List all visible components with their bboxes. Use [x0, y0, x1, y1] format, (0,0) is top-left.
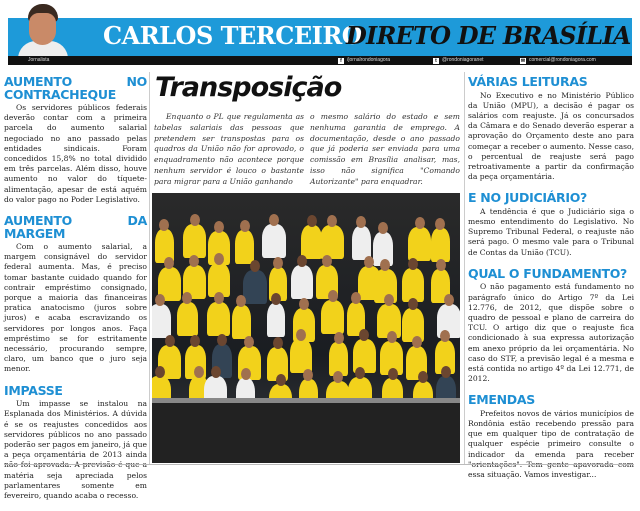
crowd-head	[412, 336, 422, 348]
crowd-head	[333, 371, 343, 383]
author-photo	[16, 3, 70, 56]
article-fundamento	[468, 265, 634, 385]
crowd-head	[182, 292, 192, 304]
article-aumento-contracheque	[4, 76, 147, 205]
crowd-figure	[207, 302, 230, 336]
crowd-head	[250, 260, 260, 272]
crowd-head	[440, 330, 450, 342]
crowd-head	[241, 368, 251, 380]
crowd-figure	[321, 300, 344, 334]
crowd-figure	[232, 305, 251, 339]
author-name: CARLOS TERCEIRO	[103, 21, 363, 50]
column-title: DIRETO DE BRASÍLIA	[346, 21, 631, 50]
left-column	[4, 76, 147, 511]
right-column	[468, 76, 634, 490]
section-heading: E NO JUDICIÁRIO?	[468, 190, 588, 206]
column-divider	[464, 72, 465, 464]
crowd-figure	[243, 270, 267, 304]
email-link[interactable]: ✉ comercial@rondoniagora.com	[520, 57, 596, 64]
crowd-figure	[402, 268, 424, 302]
section-body: Um impasse se instalou na Esplanada dos Ministérios. A dúvida é se os reajustes concedidos aos servidores públicos no ano passado poderão ser pagos em janeiro, já que a peça orçamentária de 2013 ainda matéria seja apreciada pelos parlamentares somente em fevereiro, quando acaba o recesso.	[4, 399, 147, 500]
crowd-head	[155, 366, 165, 378]
crowd-head	[217, 334, 227, 346]
crowd-head	[351, 292, 361, 304]
crowd-photo	[152, 193, 460, 463]
crowd-head	[211, 366, 221, 378]
crowd-head	[378, 222, 388, 234]
crowd-figure	[183, 224, 206, 258]
crowd-head	[444, 294, 454, 306]
article-aumento-margem	[4, 215, 147, 375]
crowd-head	[355, 367, 365, 379]
crowd-head	[165, 335, 175, 347]
section-body: O não pagamento está fundamento no parágrafo único do Artigo 7º da Lei 12.776, de 2012, que dispõe sobre o quadro de pessoal e plano de carreira do TCU. O artigo diz que o reajuste fica condicionado à sua expressa autorização em anexo próprio da lei orçamentária. No caso do STF, a previsão legal é a mesma e está contida no artigo 4º da Lei 12.771, de 2012.	[468, 282, 634, 384]
crowd-figure	[152, 304, 171, 338]
section-heading: EMENDAS	[468, 392, 535, 408]
crowd-head	[271, 293, 281, 305]
section-heading: VÁRIAS LEITURAS	[468, 74, 588, 89]
section-body: A tendência é que o Judiciário siga o mesmo entendimento do Legislativo. No Supremo Tribunal Federal, o reajuste não será pago. O mesmo vale para o Tribunal de Contas da União (TCU).	[468, 206, 634, 257]
crowd-figure	[262, 224, 286, 258]
crowd-figure	[177, 302, 198, 336]
twitter-link[interactable]: t @rondoniagoranet	[433, 56, 484, 65]
section-heading: AUMENTO DA MARGEM	[4, 213, 147, 241]
crowd-figure	[301, 225, 322, 259]
column-divider	[149, 72, 150, 464]
crowd-head	[269, 214, 279, 226]
crowd-figure	[431, 228, 450, 262]
crowd-head	[273, 257, 283, 269]
section-heading: IMPASSE	[4, 382, 63, 398]
crowd-head	[322, 255, 332, 267]
facebook-link[interactable]: f /jornalrondoniagora	[338, 56, 390, 65]
crowd-head	[307, 215, 317, 227]
crowd-figure	[291, 265, 313, 299]
crowd-head	[159, 219, 169, 231]
article-impasse	[4, 382, 147, 502]
section-heading: AUMENTO NO CONTRACHEQUE	[4, 74, 147, 102]
contact-bar	[8, 56, 632, 65]
crowd-head	[296, 329, 306, 341]
crowd-head	[214, 292, 224, 304]
crowd-head	[436, 259, 446, 271]
article-varias-leituras	[468, 76, 634, 182]
article-judiciario	[468, 192, 634, 258]
crowd-head	[328, 290, 338, 302]
page-bottom-rule	[4, 464, 634, 465]
article-emendas	[468, 394, 634, 480]
main-text-col1: Enquanto o PL que regulamenta as tabelas salariais das pessoas que pretendem ser transpostas para os quadros da União não for aprovado, o enquadramento não acontece porque nenhum servidor é louco o bastante para migrar para a União ganhando	[154, 112, 304, 186]
crowd-figure	[290, 339, 311, 373]
author-role: Jornalista	[28, 57, 50, 63]
crowd-head	[388, 368, 398, 380]
main-text-col2: o mesmo salário do estado e sem nenhuma garantia de emprego. A documentação, desde o ano passado que já poderia ser enviada para uma comissão em Brasília analisar, mas, isso não significa "Comando Autorizante" para enquadrar.	[310, 112, 460, 186]
crowd-head	[415, 217, 425, 229]
section-body: Com o aumento salarial, a margem consignável do servidor federal aumenta. Mas, é preciso tomar bastante cuidado quando for contrair empréstimo consignado, porque a maioria das financeiras pratica anatocismo (juros sobre juros) e acaba escravizando os servidores por longos anos. Faça empréstimo se for estritamente necessário, procurando sempre, claro, um banco que o juro seja menor.	[4, 242, 147, 374]
main-headline: Transposição	[155, 72, 342, 103]
crowd-figure	[320, 225, 344, 259]
section-body: Os servidores públicos federais deverão contar com a primeira parcela do aumento salarial negociado no ano passado pelas entidades sindicais. Foram concedidos 15,8% no total dividido em três parcelas. Além disso, houve aumento no valor do tíquete-alimentação, apesar de está aquém do valor pago no Poder Legislativo.	[4, 103, 147, 204]
email-icon: ✉	[520, 57, 526, 64]
crowd-head	[387, 331, 397, 343]
crowd-head	[240, 220, 250, 232]
twitter-icon: t	[433, 58, 439, 64]
crowd-head	[273, 337, 283, 349]
section-body: Prefeitos novos de vários municípios de Rondônia estão recebendo pressão para que em qualquer tipo de contratação de qualquer espécie primeiro consulte o indicador da emenda para receber essa situação. Vamos investigar...	[468, 408, 634, 480]
crowd-figure	[408, 227, 431, 261]
crowd-head	[190, 214, 200, 226]
crowd-head	[334, 332, 344, 344]
crowd-figure	[235, 230, 254, 264]
crowd-figure	[267, 303, 285, 337]
crowd-head	[194, 366, 204, 378]
crowd-head	[408, 298, 418, 310]
facebook-icon: f	[338, 58, 344, 64]
column-header	[0, 0, 640, 66]
section-body: No Executivo e no Ministério Público da União (MPU), a decisão é pagar os salários com reajuste. Já os concursados da Câmara e do Senado deverão esperar a aprovação do Orçamento deste ano para começar a receber o aumento. Nesse caso, o percentual de reajuste será pago retroativamente a partir da confirmação da peça orçamentária.	[468, 90, 634, 182]
section-heading: QUAL O FUNDAMENTO?	[468, 265, 628, 281]
crowd-head	[214, 221, 224, 233]
crowd-head	[435, 218, 445, 230]
crowd-head	[297, 255, 307, 267]
crowd-head	[327, 215, 337, 227]
crowd-head	[276, 374, 286, 386]
